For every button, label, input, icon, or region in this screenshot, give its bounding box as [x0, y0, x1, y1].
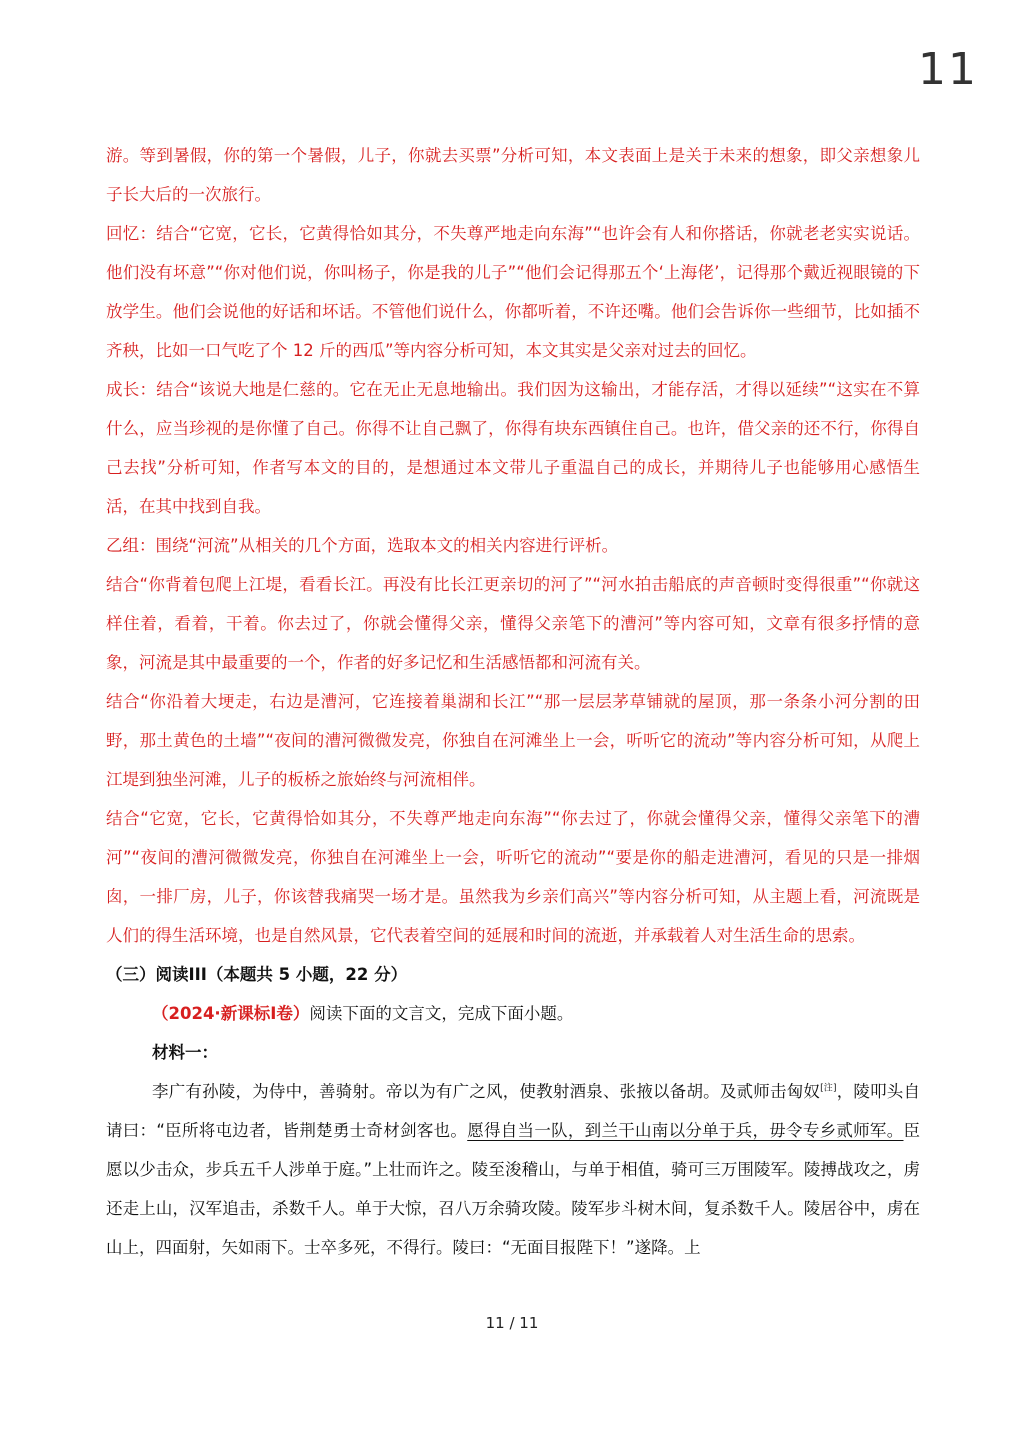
analysis-paragraph: 回忆：结合“它宽，它长，它黄得恰如其分，不失尊严地走向东海”“也许会有人和你搭话，你就老老实实说话。他们没有坏意”“你对他们说，你叫杨子，你是我的儿子”“他们会记得那五个‘上海佬’，记得那个戴近视眼镜的下放学生。他们会说他的好话和坏话。不管他们说什么，你都听着，不许还嘴。他们会告诉你一些细节，比如插不齐秧，比如一口气吃了个 12 斤的西瓜”等内容分析可知，本文其实是父亲对过去的回忆。 — [106, 224, 920, 360]
material-title: 材料一： — [152, 1043, 218, 1062]
classical-passage — [106, 1072, 920, 1267]
analysis-paragraph: 游。等到暑假，你的第一个暑假，儿子，你就去买票”分析可知，本文表面上是关于未来的想象，即父亲想象儿子长大后的一次旅行。 — [106, 146, 920, 204]
passage-text: ，陵叩头自请曰：“臣所将屯边者，皆荆楚勇士奇材剑客也。 — [106, 1082, 921, 1140]
page-number: 11 — [918, 44, 978, 95]
document-body — [106, 136, 920, 1267]
passage-text: 臣愿以少击众，步兵五千人涉单于庭。”上壮而许之。陵至浚稽山，与单于相值，骑可三万围陵军。陵搏战攻之，虏还走上山，汉军追击，杀数千人。单于大惊，召八万余骑攻陵。陵军步斗树木间，复杀数千人。陵居谷中，虏在山上，四面射，矢如雨下。士卒多死，不得行。陵曰：“无面目报陛下！”遂降。上 — [106, 1121, 920, 1257]
note-mark: [注] — [820, 1083, 837, 1094]
source-tag: （2024·新课标I卷） — [152, 1004, 310, 1023]
analysis-paragraph: 结合“你沿着大埂走，右边是漕河，它连接着巢湖和长江”“那一层层茅草铺就的屋顶，那一条条小河分割的田野，那土黄色的土墙”“夜间的漕河微微发亮，你独自在河滩坐上一会，听听它的流动”等内容分析可知，从爬上江堤到独坐河滩，儿子的板桥之旅始终与河流相伴。 — [106, 692, 920, 789]
source-line — [106, 994, 920, 1033]
instruction-text: 阅读下面的文言文，完成下面小题。 — [309, 1004, 574, 1023]
passage-text: 李广有孙陵，为侍中，善骑射。帝以为有广之风，使教射酒泉、张掖以备胡。及贰师击匈奴 — [152, 1082, 821, 1101]
analysis-paragraph: 乙组：围绕“河流”从相关的几个方面，选取本文的相关内容进行评析。 — [106, 536, 619, 555]
underlined-sentence: 愿得自当一队，到兰干山南以分单于兵，毋令专乡贰师军。 — [467, 1121, 904, 1140]
analysis-paragraph: 结合“你背着包爬上江堤，看看长江。再没有比长江更亲切的河了”“河水拍击船底的声音顿时变得很重”“你就这样住着，看着，干着。你去过了，你就会懂得父亲，懂得父亲笔下的漕河”等内容可知，文章有很多抒情的意象，河流是其中最重要的一个，作者的好多记忆和生活感悟都和河流有关。 — [106, 575, 920, 672]
section-title: （三）阅读III（本题共 5 小题，22 分） — [106, 965, 408, 984]
analysis-paragraph: 结合“它宽，它长，它黄得恰如其分，不失尊严地走向东海”“你去过了，你就会懂得父亲，懂得父亲笔下的漕河”“夜间的漕河微微发亮，你独自在河滩坐上一会，听听它的流动”“要是你的船走进漕河，看见的只是一排烟囱，一排厂房，儿子，你该替我痛哭一场才是。虽然我为乡亲们高兴”等内容分析可知，从主题上看，河流既是人们的得生活环境，也是自然风景，它代表着空间的延展和时间的流逝，并承载着人对生活生命的思索。 — [106, 809, 920, 945]
page-indicator: 11 / 11 — [485, 1314, 539, 1332]
analysis-paragraph: 成长：结合“该说大地是仁慈的。它在无止无息地输出。我们因为这输出，才能存活，才得以延续”“这实在不算什么，应当珍视的是你懂了自己。你得不让自己飘了，你得有块东西镇住自己。也许，借父亲的还不行，你得自己去找”分析可知，作者写本文的目的，是想通过本文带儿子重温自己的成长，并期待儿子也能够用心感悟生活，在其中找到自我。 — [106, 380, 920, 516]
